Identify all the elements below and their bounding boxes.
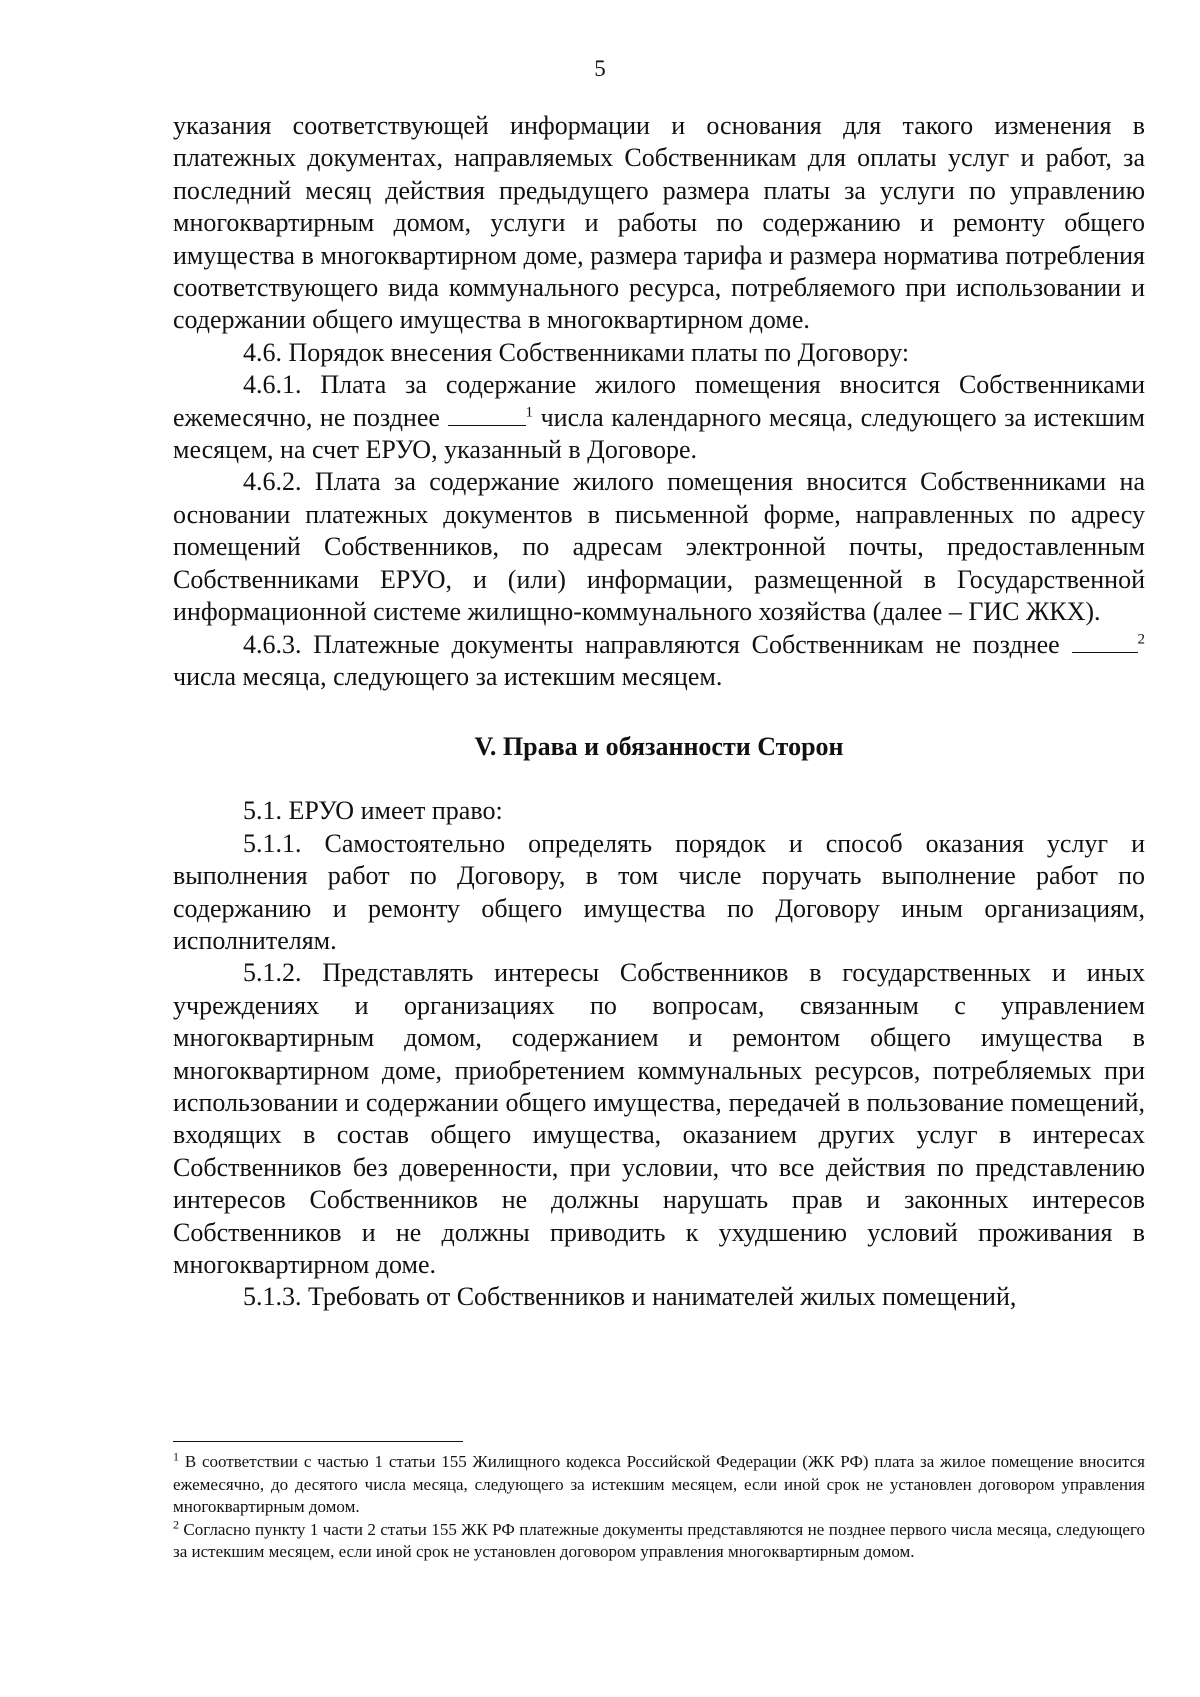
footnote-ref-1: 1 bbox=[525, 404, 534, 420]
footnote-divider bbox=[173, 1441, 463, 1442]
paragraph-4-6-3 bbox=[173, 629, 1145, 694]
footnote-1 bbox=[173, 1451, 1145, 1519]
paragraph-4-6-2: 4.6.2. Плата за содержание жилого помещения вносится Собственниками на основании платежных документов в письменной форме, направленных по адресу помещений Собственников, по адресам электронной почты, предоставленным Собственниками ЕРУО, и (или) информации, размещенной в Государственной информационной системе жилищно-коммунального хозяйства (далее – ГИС ЖКХ). bbox=[173, 467, 1145, 627]
paragraph-continuation: указания соответствующей информации и основания для такого изменения в платежных документах, направляемых Собственникам для оплаты услуг и работ, за последний месяц действия предыдущего размера платы за услуги по управлению многоквартирным домом, услуги и работы по содержанию и ремонту общего имущества в многоквартирном доме, размера тарифа и размера норматива потребления соответствующего вида коммунального ресурса, потребляемого при использовании и содержании общего имущества в многоквартирном доме. bbox=[173, 111, 1145, 335]
paragraph-5-1-3: 5.1.3. Требовать от Собственников и нанимателей жилых помещений, bbox=[243, 1282, 1017, 1312]
footnote-text: В соответствии с частью 1 статьи 155 Жилищного кодекса Российской Федерации (ЖК РФ) плата за жилое помещение вносится ежемесячно, до десятого числа месяца, следующего за истекшим месяцем, если иной срок не установлен договором управления многоквартирным домом. bbox=[173, 1452, 1145, 1516]
footnote-2 bbox=[173, 1516, 1145, 1564]
paragraph-5-1: 5.1. ЕРУО имеет право: bbox=[243, 796, 503, 826]
paragraph-4-6-1-text-start: 4.6.1. Плата за содержание жилого помещения вносится Собственниками ежемесячно, не позднее bbox=[173, 370, 1145, 432]
paragraph-4-6-1-text-end: числа календарного месяца, следующего за истекшим месяцем, на счет ЕРУО, указанный в Договоре. bbox=[173, 402, 1145, 465]
section-heading: V. Права и обязанности Сторон bbox=[474, 732, 844, 762]
paragraph-4-6-3-text-end: числа месяца, следующего за истекшим месяцем. bbox=[173, 661, 723, 691]
paragraph-4-6-3-text-start: 4.6.3. Платежные документы направляются Собственникам не позднее bbox=[243, 629, 1072, 659]
paragraph-5-1-1: 5.1.1. Самостоятельно определять порядок и способ оказания услуг и выполнения работ по Договору, в том числе поручать выполнение работ по содержанию и ремонту общего имущества по Договору иным организациям, исполнителям. bbox=[173, 828, 1145, 955]
footnote-ref-2: 2 bbox=[1137, 630, 1145, 647]
footnote-text: Согласно пункту 1 части 2 статьи 155 ЖК РФ платежные документы представляются не позднее первого числа месяца, следующего за истекшим месяцем, если иной срок не установлен договором управления многоквартирным домом. bbox=[173, 1519, 1145, 1561]
page-number: 5 bbox=[594, 56, 606, 81]
footnotes bbox=[173, 1451, 1145, 1564]
date-blank-line bbox=[1072, 630, 1138, 653]
paragraph-4-6: 4.6. Порядок внесения Собственниками платы по Договору: bbox=[243, 337, 910, 367]
paragraph-5-1-2: 5.1.2. Представлять интересы Собственников в государственных и иных учреждениях и организациях по вопросам, связанным с управлением многоквартирным домом, содержанием и ремонтом общего имущества в многоквартирном доме, приобретением коммунальных ресурсов, потребляемых при использовании и содержании общего имущества, передачей в пользование помещений, входящих в состав общего имущества, оказанием других услуг в интересах Собственников без доверенности, при условии, что все действия по представлению интересов Собственников не должны нарушать прав и законных интересов Собственников и не должны приводить к ухудшению условий проживания в многоквартирном доме. bbox=[173, 958, 1145, 1279]
footnote-mark: 1 bbox=[173, 1449, 179, 1464]
paragraph-4-6-1 bbox=[173, 369, 1145, 466]
footnote-mark: 2 bbox=[173, 1516, 179, 1531]
document-body bbox=[173, 110, 1145, 1314]
date-blank-line bbox=[448, 403, 526, 426]
